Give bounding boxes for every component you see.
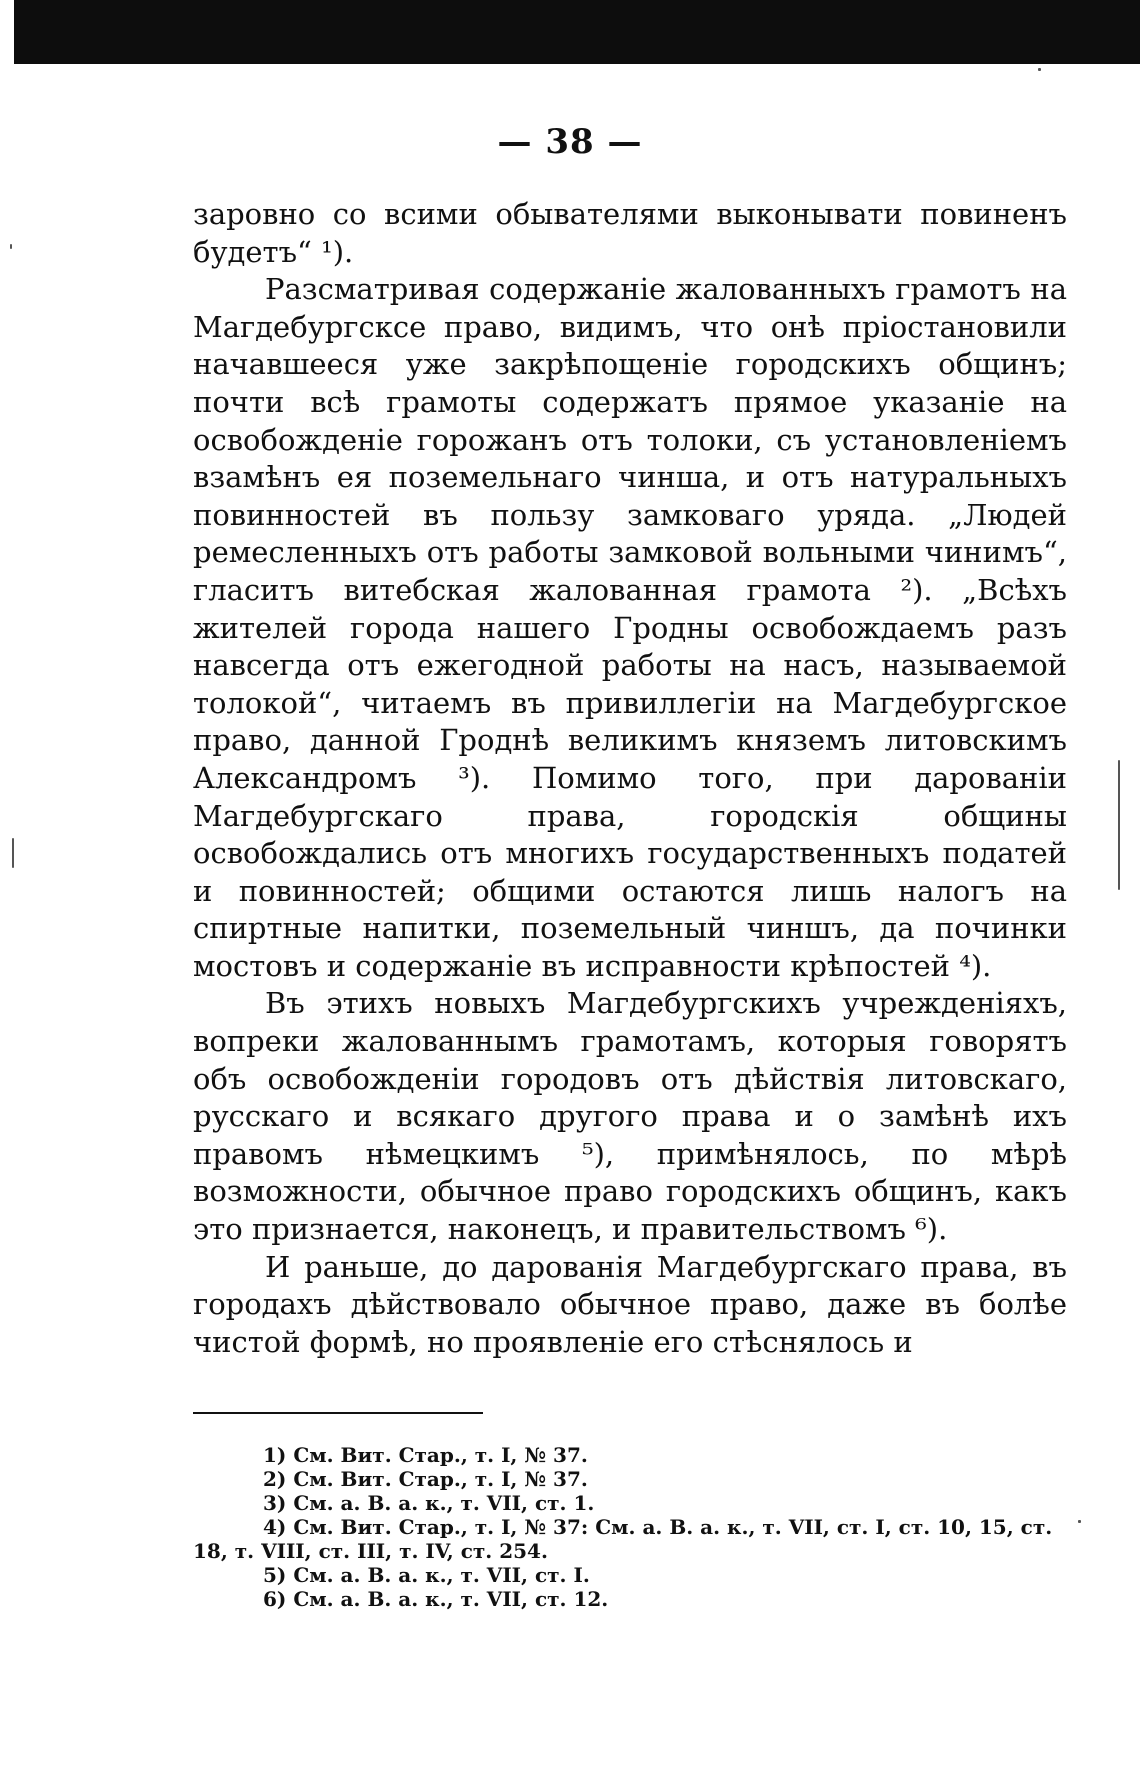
scan-speck (1078, 1520, 1081, 1523)
footnote-2: 2) См. Вит. Стар., т. I, № 37. (263, 1467, 588, 1491)
scan-speck (1038, 68, 1041, 71)
page-number: — 38 — (497, 122, 643, 162)
paragraph-3: Въ этихъ новыхъ Магдебургскихъ учрежденіяхъ, вопреки жалованнымъ грамотамъ, которыя говорятъ объ освобожденіи городовъ отъ дѣйствія литовскаго, русскаго и всякаго другого права и о замѣнѣ ихъ правомъ нѣмецкимъ ⁵), примѣнялось, по мѣрѣ возможности, обычное право городскихъ общинъ, какъ это признается, наконецъ, и правительствомъ ⁶). (193, 986, 1067, 1247)
main-text (193, 196, 1067, 1361)
footnote-6: 6) См. а. В. а. к., т. VII, ст. 12. (263, 1587, 609, 1611)
footnote-4: 4) См. Вит. Стар., т. I, № 37: См. а. В. а. к., т. VII, ст. I, ст. 10, 15, ст. 18, т. VIII, ст. III, т. IV, ст. 254. (193, 1515, 1053, 1563)
scan-speck (10, 244, 12, 249)
footnotes (193, 1443, 1067, 1611)
footnote-separator (193, 1412, 483, 1414)
scan-speck (12, 838, 14, 868)
scan-speck (1118, 760, 1120, 890)
footnote-1: 1) См. Вит. Стар., т. I, № 37. (263, 1443, 588, 1467)
footnote-5: 5) См. а. В. а. к., т. VII, ст. I. (263, 1563, 590, 1587)
scan-top-border (14, 0, 1140, 64)
paragraph-1: заровно со всими обывателями выконывати повиненъ будетъ“ ¹). (193, 197, 1067, 269)
footnote-3: 3) См. а. В. а. к., т. VII, ст. 1. (263, 1491, 595, 1515)
paragraph-4: И раньше, до дарованія Магдебургскаго права, въ городахъ дѣйствовало обычное право, даже въ болѣе чистой формѣ, но проявленіе его стѣснялось и (193, 1249, 1067, 1359)
paragraph-2: Разсматривая содержаніе жалованныхъ грамотъ на Магдебургсксе право, видимъ, что онѣ пріостановили начавшееся уже закрѣпощеніе городскихъ общинъ; почти всѣ грамоты содержатъ прямое указаніе на освобожденіе горожанъ отъ толоки, съ установленіемъ взамѣнъ ея поземельнаго чинша, и отъ натуральныхъ повинностей въ пользу замковаго уряда. „Людей ремесленныхъ отъ работы замковой вольными чинимъ“, гласитъ витебская жалованная грамота ²). „Всѣхъ жителей города нашего Гродны освобождаемъ разъ навсегда отъ ежегодной работы на насъ, называемой толокой“, читаемъ въ привиллегіи на Магдебургское право, данной Гроднѣ великимъ княземъ литовскимъ Александромъ ³). Помимо того, при дарованіи Магдебургскаго права, городскія общины освобождались отъ многихъ государственныхъ податей и повинностей; общими остаются лишь налогъ на спиртные напитки, поземельный чиншъ, да починки мостовъ и содержаніе въ исправности крѣпостей ⁴). (193, 272, 1067, 983)
